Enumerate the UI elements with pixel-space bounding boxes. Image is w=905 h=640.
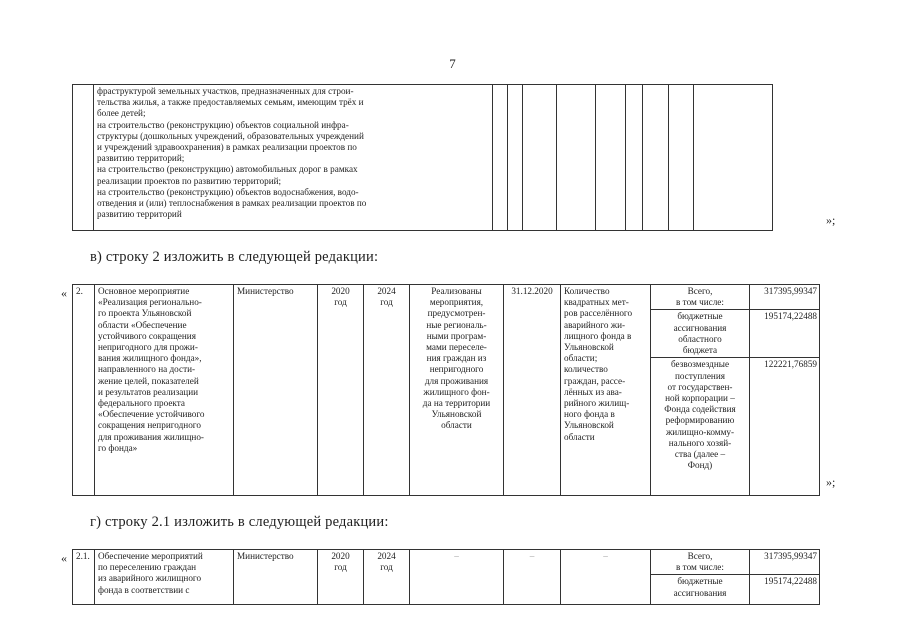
text-line: Количество <box>564 286 610 296</box>
finance-total-value: 317395,99347 <box>750 285 820 310</box>
text-line: лённых из ава- <box>564 386 622 397</box>
text-line: 2024 <box>377 286 396 296</box>
text-line: жилищно-комму- <box>665 426 735 437</box>
text-line: в том числе: <box>676 297 724 308</box>
table-row-2-1 <box>72 549 820 605</box>
empty-cell <box>493 85 508 231</box>
text-line: жилищного фон- <box>423 386 490 397</box>
measure-name-cell <box>95 550 234 605</box>
indicator-cell <box>561 550 651 605</box>
text-line: го проекта Ульяновской <box>98 308 192 319</box>
year-end-cell <box>364 550 410 605</box>
text-line: фонда в соответствии с <box>98 584 190 595</box>
text-line: для проживания <box>424 375 489 386</box>
text-line: лищного фонда в <box>564 330 632 341</box>
text-line: Всего, <box>687 551 713 561</box>
text-line: из аварийного жилищного <box>98 573 202 584</box>
text-line: да на территории <box>422 398 491 409</box>
text-line: реализации проектов по развитию территорий; <box>97 175 282 186</box>
text-line: ного фонда в <box>564 409 615 420</box>
empty-cell <box>523 85 557 231</box>
result-cell <box>410 285 504 496</box>
empty-cell <box>669 85 694 231</box>
text-line: направленного на дости- <box>98 364 196 375</box>
text-line: на строительство (реконструкцию) автомобильных дорог в рамках <box>97 164 358 175</box>
text-line: реформированию <box>665 415 735 426</box>
table-row-2 <box>72 284 820 496</box>
year-start-cell <box>318 550 364 605</box>
result-cell <box>410 550 504 605</box>
text-line: Обеспечение мероприятий <box>98 551 203 561</box>
text-line: безвозмездные <box>670 359 730 370</box>
text-line: области <box>564 431 595 442</box>
text-line: области; <box>564 353 598 364</box>
text-line: сокращения непригодного <box>98 420 201 431</box>
empty-cell <box>557 85 596 231</box>
text-line: Ульяновской <box>564 420 614 431</box>
row-number: 2. <box>73 285 95 496</box>
text-line: Ульяновской <box>564 342 614 353</box>
year-start-cell <box>318 285 364 496</box>
text-line: Реализованы <box>431 286 482 296</box>
date-cell: 31.12.2020 <box>504 285 561 496</box>
empty-cell <box>626 85 643 231</box>
text-line: устойчивого сокращения <box>98 330 196 341</box>
text-line: развитию территорий <box>97 209 182 220</box>
number-cell <box>73 85 94 231</box>
text-line: предусмотрен- <box>427 308 486 319</box>
text-line: развитию территорий; <box>97 153 185 164</box>
text-line: поступления <box>675 370 725 381</box>
text-line: ства (далее – <box>674 449 726 460</box>
text-line: 2020 <box>331 551 350 561</box>
finance-total-label <box>651 285 750 310</box>
text-line: год <box>334 297 347 308</box>
text-line: ассигнования <box>673 587 727 598</box>
text-line: мами переселе- <box>426 342 487 353</box>
text-line: Всего, <box>687 286 713 296</box>
text-line: тельства жилья, а также предоставляемых семьям, имеющим трёх и <box>97 97 364 108</box>
text-line: федерального проекта <box>98 398 185 409</box>
text-line: областного <box>678 333 722 344</box>
executor-cell: Министерство <box>234 550 318 605</box>
text-line: го фонда» <box>98 442 138 453</box>
text-line: квадратных мет- <box>564 297 629 308</box>
text-line: Основное мероприятие <box>98 286 190 296</box>
date-cell <box>504 550 561 605</box>
finance-budget-label <box>651 310 750 358</box>
measure-text-cell <box>94 85 493 231</box>
finance-budget-value: 195174,22488 <box>750 575 820 605</box>
indicator-cell <box>561 285 651 496</box>
text-line: отведения и (или) теплоснабжения в рамках реализации проектов по <box>97 198 367 209</box>
dash-mark: – <box>529 551 535 561</box>
text-line: области «Обеспечение <box>98 319 187 330</box>
executor-cell: Министерство <box>234 285 318 496</box>
text-line: по переселению граждан <box>98 562 197 573</box>
text-line: ной корпорации – <box>665 393 735 404</box>
empty-cell <box>694 85 773 231</box>
text-line: мероприятия, <box>429 297 484 308</box>
text-line: год <box>380 562 393 573</box>
text-line: граждан, рассе- <box>564 375 626 386</box>
text-line: Ульяновской <box>431 409 482 420</box>
text-line: на строительство (реконструкцию) объектов водоснабжения, водо- <box>97 186 359 197</box>
dash-mark: – <box>454 551 459 561</box>
page-number: 7 <box>449 56 456 71</box>
text-line: и учреждений здравоохранения) в рамках реализации проектов по <box>97 142 357 153</box>
finance-budget-label <box>651 575 750 605</box>
text-line: ров расселённого <box>564 308 633 319</box>
text-line: нального хозяй- <box>668 437 732 448</box>
empty-cell <box>508 85 523 231</box>
text-line: вания жилищного фонда», <box>98 353 202 364</box>
text-line: от государствен- <box>667 381 733 392</box>
text-line: бюджета <box>682 345 718 356</box>
text-line: непригодного для прожи- <box>98 342 198 353</box>
text-line: год <box>380 297 393 308</box>
empty-cell <box>643 85 669 231</box>
text-line: 2024 <box>377 551 396 561</box>
empty-cell <box>596 85 626 231</box>
text-line: для проживания жилищно- <box>98 431 204 442</box>
closing-quote: »; <box>826 475 836 489</box>
opening-quote: « <box>61 551 67 565</box>
text-line: «Реализация регионально- <box>98 297 202 308</box>
text-line: 2020 <box>331 286 350 296</box>
text-line: Фонда содействия <box>664 404 736 415</box>
text-line: ные региональ- <box>426 319 487 330</box>
closing-quote: »; <box>826 213 836 227</box>
text-line: и результатов реализации <box>98 386 199 397</box>
text-line: количество <box>564 364 608 375</box>
text-line: в том числе: <box>676 562 724 573</box>
text-line: области <box>441 420 472 431</box>
measure-name-cell <box>95 285 234 496</box>
text-line: на строительство (реконструкцию) объектов социальной инфра- <box>97 119 349 130</box>
dash-mark: – <box>603 551 608 561</box>
finance-fund-value: 122221,76859 <box>750 358 820 496</box>
finance-budget-value: 195174,22488 <box>750 310 820 358</box>
text-line: более детей; <box>97 108 146 119</box>
text-line: жение целей, показателей <box>98 375 199 386</box>
text-line: аварийного жи- <box>564 319 626 330</box>
text-line: год <box>334 562 347 573</box>
year-end-cell <box>364 285 410 496</box>
text-line: фраструктурой земельных участков, предназначенных для строи- <box>97 86 354 96</box>
finance-total-value: 317395,99347 <box>750 550 820 575</box>
text-line: структуры (дошкольных учреждений, образовательных учреждений <box>97 130 364 141</box>
section-heading-b: в) строку 2 изложить в следующей редакции: <box>90 249 379 265</box>
text-line: бюджетные <box>677 576 723 587</box>
table-continuation <box>72 84 773 231</box>
text-line: ными програм- <box>426 330 487 341</box>
opening-quote: « <box>61 286 67 300</box>
text-line: бюджетные <box>677 311 723 322</box>
row-number: 2.1. <box>73 550 95 605</box>
text-line: Фонд) <box>687 460 713 471</box>
text-line: рийного жилищ- <box>564 398 630 409</box>
finance-total-label <box>651 550 750 575</box>
text-line: ассигнования <box>673 322 727 333</box>
text-line: «Обеспечение устойчивого <box>98 409 205 420</box>
text-line: непригодного <box>429 364 484 375</box>
text-line: ния граждан из <box>426 353 487 364</box>
finance-fund-label <box>651 358 750 496</box>
section-heading-g: г) строку 2.1 изложить в следующей редакции: <box>90 514 389 530</box>
